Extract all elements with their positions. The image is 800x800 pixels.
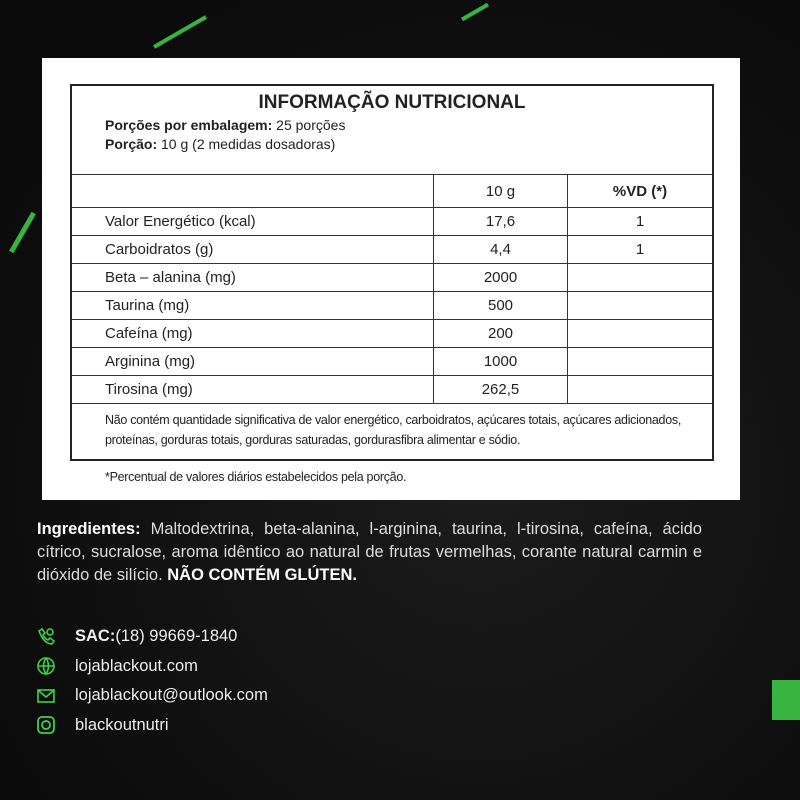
table-row [72,376,712,404]
gluten-warning: NÃO CONTÉM GLÚTEN. [167,566,357,584]
nutrient-name: Cafeína (mg) [72,320,434,348]
portion-line [105,136,712,152]
nutrient-name: Carboidratos (g) [72,236,434,264]
instagram-handle[interactable]: blackoutnutri [75,715,169,734]
nutrition-table [70,84,714,461]
nutrient-amount: 262,5 [434,376,568,404]
table-row [72,348,712,376]
nutrient-amount: 200 [434,320,568,348]
nutrient-amount: 500 [434,292,568,320]
email-link[interactable]: lojablackout@outlook.com [75,686,268,705]
label-header [72,86,712,175]
table-row [72,208,712,236]
nutrient-dv [568,376,713,404]
nutrient-name: Beta – alanina (mg) [72,264,434,292]
portion-label: Porção: [105,136,158,152]
sac-value: (18) 99669-1840 [115,627,238,646]
table-header [72,175,712,208]
contact-phone [36,622,268,652]
nutrient-dv [568,320,713,348]
nutrient-amount: 17,6 [434,208,568,236]
nutrients-table [72,175,712,404]
nutrient-name: Valor Energético (kcal) [72,208,434,236]
sac-label: SAC: [75,627,116,646]
ingredients-label: Ingredientes: [37,520,141,538]
nutrient-name: Tirosina (mg) [72,376,434,404]
mail-icon [36,686,56,706]
nutrient-dv [568,264,713,292]
label-note: Não contém quantidade significativa de valor energético, carboidratos, açúcares totais, açúcares adicionados, proteínas, gorduras totais, gorduras saturadas, gordurasfibra alimentar e sódio. [105,413,681,447]
servings-value: 25 porções [276,117,346,133]
servings-line [105,117,712,133]
label-title: INFORMAÇÃO NUTRICIONAL [258,92,526,113]
contact-email [36,681,268,711]
nutrient-dv [568,292,713,320]
nutrient-dv: 1 [568,236,713,264]
table-row [72,320,712,348]
site-link[interactable]: lojablackout.com [75,656,198,675]
table-row [72,264,712,292]
green-streak [772,680,800,720]
table-row [72,292,712,320]
contact-site [36,652,268,682]
col-dv: %VD (*) [568,175,713,208]
ingredients-text: Maltodextrina, beta-alanina, l-arginina, taurina, l-tirosina, cafeína, ácido cítrico, sucralose, aroma idêntico ao natural de frutas vermelhas, corante natural carmin e dióxido de silício. [37,520,702,584]
globe-icon [36,656,56,676]
footnote: *Percentual de valores diários estabelecidos pela porção. [105,470,407,484]
phone-icon [36,627,56,647]
nutrient-amount: 2000 [434,264,568,292]
nutrient-name: Taurina (mg) [72,292,434,320]
table-row [72,236,712,264]
nutrient-amount: 1000 [434,348,568,376]
nutrient-amount: 4,4 [434,236,568,264]
instagram-icon [36,715,56,735]
nutrient-dv: 1 [568,208,713,236]
col-amount: 10 g [434,175,568,208]
contacts [36,622,268,740]
servings-label: Porções por embalagem: [105,117,273,133]
ingredients [37,518,702,587]
portion-value: 10 g (2 medidas dosadoras) [161,136,336,152]
contact-instagram [36,711,268,741]
nutrient-name: Arginina (mg) [72,348,434,376]
nutrient-dv [568,348,713,376]
